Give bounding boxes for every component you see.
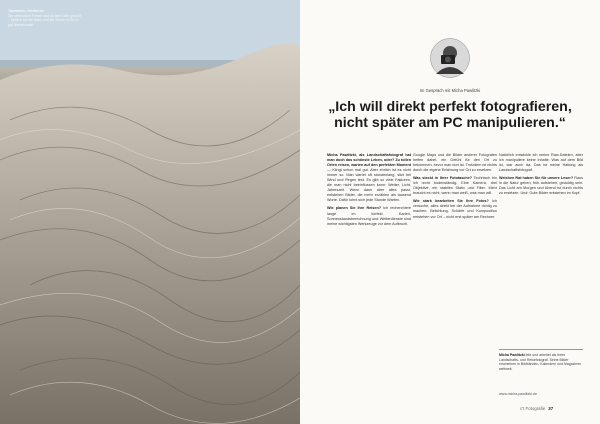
paragraph (413, 199, 497, 219)
bio-name: Micha Pawlitzki (499, 353, 525, 357)
question: Welchen Rat haben Sie für unsere Leser? (499, 176, 574, 181)
photo-caption (8, 9, 82, 27)
paragraph (413, 153, 497, 173)
bio-text: lebt und arbeitet als freier Landschafts- und Reisefotograf. Seine Bilder erscheinen in Bildbänden, Kalendern und Magazinen weltweit. (499, 353, 582, 371)
author-bio (499, 349, 583, 371)
answer: Ich recherchiere lange im Vorfeld. Karten, Sonnenstandsberechnung und Wetterdienste sind meine wichtigsten Werkzeuge vor dem Aufbruch. (327, 206, 412, 226)
question: Wie planen Sie Ihre Reisen? (327, 206, 382, 211)
text-column-1 (327, 153, 411, 230)
headline-line-2: nicht später am PC manipulieren.“ (334, 115, 566, 131)
answer: Raus in die Natur gehen, früh aufstehen, geduldig sein. Das Licht am Morgen und Abend ist durch nichts zu ersetzen. Und: Gute Bilder entstehen im Kopf. (499, 176, 583, 196)
interview-intro: Im Gespräch mit Micha Pawlitzki (419, 88, 481, 93)
question: Wie stark bearbeiten Sie Ihre Fotos? (413, 199, 489, 204)
text-column-3 (499, 153, 583, 199)
answer: Klingt schon mal gut. Aber ehrlich ist es nicht immer so. Man wartet oft stundenlang, sitzt bei Wind und Regen fest. Es gibt so viele Faktoren, die man nicht beeinflussen kann: Wetter, Licht, Jahreszeit. Wenn dann aber alles passt, entstehen Bilder, die mehr erzählen als tausend Worte. Dafür lohnt sich jede Stunde Warten. (327, 168, 411, 203)
caption-text: Die zerfurchten Felsen sind an die Küste gespült – farblich auf die Natur und die Sonne so für so gut übereinander. (8, 13, 81, 27)
page-footer (520, 406, 553, 411)
paragraph (327, 206, 411, 226)
photographer-portrait (430, 38, 470, 78)
page-number: 37 (548, 406, 554, 411)
caption-title: Tasmanien, Westküste (8, 9, 45, 13)
headline-line-1: „Ich will direkt perfekt fotografieren, (328, 99, 572, 115)
question: Was steckt in Ihrer Fototasche? (413, 176, 473, 181)
paragraph (499, 176, 583, 196)
answer: Ich versuche, alles direkt bei der Aufnahme richtig zu machen. Belichtung, Schärfe und Komposition entstehen vor Ort – nicht erst später am Rechner. (413, 199, 498, 219)
paragraph (499, 153, 583, 173)
headline (300, 99, 600, 131)
footer-site: c't Fotografie (520, 406, 546, 411)
answer: Technisch bin ich recht bodenständig. Eine Kamera, drei Objektive, ein stabiles Stativ und Filter. Mehr braucht es nicht, wenn man weiß, was man will. (413, 176, 497, 196)
author-website-link[interactable]: www.micha-pawlitzki.de (499, 392, 537, 396)
text-column-2 (413, 153, 497, 223)
answer: Google Maps und die Bilder anderer Fotografen helfen dabei, ein Gefühl für den Ort zu bekommen, bevor man dort ist. Trotzdem ist nichts durch die eigene Erfahrung vor Ort zu ersetzen. (413, 153, 497, 173)
paragraph (413, 176, 497, 196)
question: Micha Pawlitzki, als Landschaftsfotograf hat man doch das schönste Leben, oder? Zu tollen Orten reisen, warten auf den perfekten Moment … (327, 153, 411, 173)
answer: Natürlich entwickle ich meine Raw-Dateien, aber ich manipuliere keine Inhalte. Was auf dem Bild ist, war auch da. Das ist meine Haltung als Landschaftsfotograf. (499, 153, 583, 173)
paragraph (327, 153, 411, 203)
